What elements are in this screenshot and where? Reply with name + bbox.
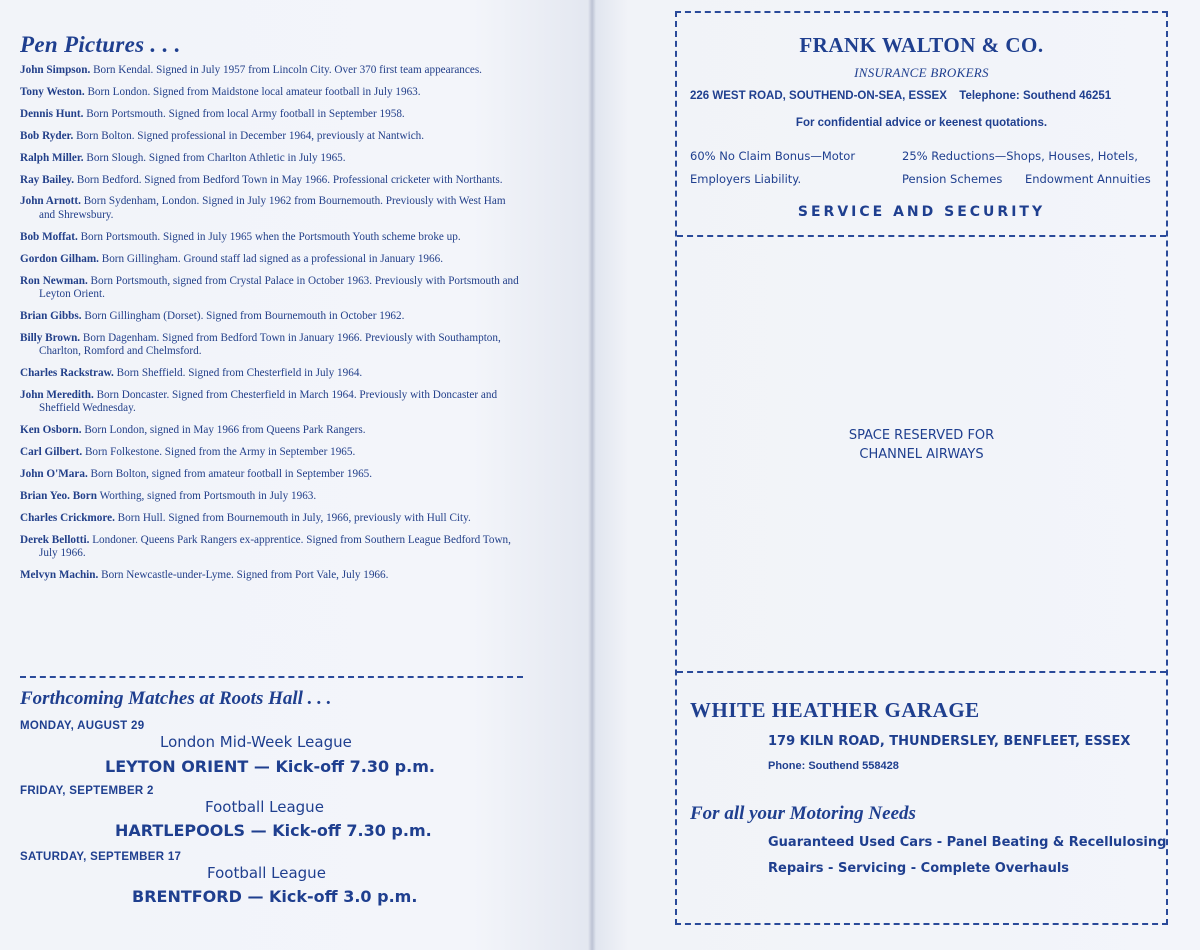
player-name: Dennis Hunt. — [20, 107, 84, 120]
walton-telephone: Telephone: Southend 46251 — [959, 90, 1112, 102]
player-bio: Born Folkestone. Signed from the Army in September 1965. — [82, 446, 356, 459]
player-name: Charles Crickmore. — [20, 511, 115, 524]
forthcoming-title: Forthcoming Matches at Roots Hall . . . — [20, 688, 332, 709]
reserved-line: CHANNEL AIRWAYS — [859, 447, 984, 462]
player-bio: Born Dagenham. Signed from Bedford Town in January 1966. Previously with Southampton, Charlton, Romford and Chelmsford. — [39, 331, 501, 358]
player-name: Bob Ryder. — [20, 129, 74, 142]
player-entry — [20, 64, 523, 77]
player-entry — [20, 108, 523, 121]
player-entry — [20, 253, 523, 266]
player-bio: Born Portsmouth, signed from Crystal Palace in October 1963. Previously with Portsmouth and Leyton Orient. — [39, 274, 519, 300]
walton-benefit: Endowment Annuities — [1025, 172, 1151, 186]
player-bio: Born Sydenham, London. Signed in July 1962 from Bournemouth. Previously with West Ham and Shrewsbury. — [39, 195, 506, 221]
pen-pictures-title: Pen Pictures . . . — [20, 32, 181, 57]
walton-benefit: 25% Reductions—Shops, Houses, Hotels, — [902, 149, 1138, 163]
player-name: John O'Mara. — [20, 468, 88, 481]
player-entry — [20, 174, 523, 187]
garage-address: 179 KILN ROAD, THUNDERSLEY, BENFLEET, ESSEX — [768, 734, 1131, 749]
match-fixture: HARTLEPOOLS — Kick-off 7.30 p.m. — [115, 821, 432, 840]
walton-slogan: SERVICE AND SECURITY — [797, 204, 1046, 220]
player-entry — [20, 367, 523, 380]
player-entry — [20, 424, 523, 437]
page-fold — [588, 0, 596, 950]
player-entry — [20, 130, 523, 143]
player-bio: Worthing, signed from Portsmouth in July 1963. — [96, 490, 317, 503]
player-bio: Born Portsmouth. Signed from local Army football in September 1958. — [83, 107, 405, 120]
player-name: Bob Moffat. — [20, 230, 78, 243]
walton-subtitle: INSURANCE BROKERS — [854, 65, 989, 80]
player-bio: Born Gillingham (Dorset). Signed from Bournemouth in October 1962. — [81, 309, 405, 322]
player-name: Derek Bellotti. — [20, 533, 90, 546]
walton-address: 226 WEST ROAD, SOUTHEND-ON-SEA, ESSEX — [690, 90, 947, 102]
walton-address-line — [690, 90, 1111, 102]
walton-advice: For confidential advice or keenest quotations. — [795, 117, 1048, 129]
player-entry — [20, 152, 523, 165]
divider-line — [20, 676, 523, 678]
garage-tagline: For all your Motoring Needs — [690, 803, 916, 824]
player-name: Brian Yeo. Born — [20, 490, 97, 503]
player-entry — [20, 446, 523, 459]
player-name: Billy Brown. — [20, 331, 81, 344]
player-entry — [20, 275, 523, 302]
player-name: Gordon Gilham. — [20, 252, 99, 265]
player-name: John Meredith. — [20, 389, 94, 401]
advert-divider — [677, 235, 1166, 237]
walton-benefit: Employers Liability. — [690, 172, 802, 186]
match-date: FRIDAY, SEPTEMBER 2 — [20, 785, 154, 797]
player-bio: Born Gillingham. Ground staff lad signed as a professional in January 1966. — [98, 252, 444, 265]
player-bio: Born London. Signed from Maidstone local amateur football in July 1963. — [84, 85, 421, 98]
match-date: MONDAY, AUGUST 29 — [20, 720, 145, 732]
player-name: Charles Rackstraw. — [20, 367, 114, 380]
player-bio: Born Doncaster. Signed from Chesterfield in March 1964. Previously with Doncaster and Sheffield Wednesday. — [39, 389, 498, 415]
player-name: Ray Bailey. — [20, 173, 75, 186]
player-name: John Arnott. — [20, 195, 81, 208]
player-bio: Born Hull. Signed from Bournemouth in July, 1966, previously with Hull City. — [114, 511, 471, 524]
walton-company-name: FRANK WALTON & CO. — [799, 33, 1044, 57]
player-name: Tony Weston. — [20, 85, 85, 98]
player-name: Ron Newman. — [20, 274, 88, 287]
player-name: Brian Gibbs. — [20, 309, 82, 322]
garage-name: WHITE HEATHER GARAGE — [690, 698, 980, 722]
garage-phone: Phone: Southend 558428 — [768, 760, 899, 772]
player-bio: Born Bolton. Signed professional in December 1964, previously at Nantwich. — [73, 129, 425, 142]
player-entry — [20, 195, 523, 222]
player-entry — [20, 512, 523, 525]
player-bio: Born Portsmouth. Signed in July 1965 when the Portsmouth Youth scheme broke up. — [77, 230, 461, 243]
garage-services: Repairs - Servicing - Complete Overhauls — [768, 861, 1070, 876]
player-entry — [20, 86, 523, 99]
match-fixture: LEYTON ORIENT — Kick-off 7.30 p.m. — [105, 757, 435, 776]
reserved-line: SPACE RESERVED FOR — [848, 428, 995, 443]
player-bio: Londoner. Queens Park Rangers ex-apprentice. Signed from Southern League Bedford Town, July 1966. — [39, 533, 511, 560]
advert-divider — [677, 671, 1166, 673]
players-list — [20, 64, 523, 591]
player-entry — [20, 569, 523, 582]
player-entry — [20, 310, 523, 323]
reserved-space-notice — [675, 426, 1168, 464]
player-bio: Born London, signed in May 1966 from Queens Park Rangers. — [81, 424, 366, 437]
player-bio: Born Newcastle-under-Lyme. Signed from Port Vale, July 1966. — [98, 569, 389, 582]
player-entry — [20, 332, 523, 359]
match-competition: London Mid-Week League — [160, 733, 352, 751]
walton-benefit: Pension Schemes — [902, 172, 1003, 186]
match-fixture: BRENTFORD — Kick-off 3.0 p.m. — [132, 887, 418, 906]
walton-benefit: 60% No Claim Bonus—Motor — [690, 149, 856, 163]
match-date: SATURDAY, SEPTEMBER 17 — [20, 851, 182, 863]
player-bio: Born Bedford. Signed from Bedford Town in May 1966. Professional cricketer with Northants. — [74, 173, 503, 186]
player-name: Melvyn Machin. — [20, 569, 99, 582]
player-entry — [20, 389, 523, 416]
player-entry — [20, 534, 523, 561]
match-competition: Football League — [205, 798, 324, 816]
player-entry — [20, 490, 523, 503]
player-name: John Simpson. — [20, 64, 91, 76]
match-competition: Football League — [207, 864, 326, 882]
player-bio: Born Sheffield. Signed from Chesterfield in July 1964. — [113, 367, 363, 380]
player-entry — [20, 231, 523, 244]
garage-services: Guaranteed Used Cars - Panel Beating & Recellulosing — [768, 835, 1167, 850]
player-name: Carl Gilbert. — [20, 446, 83, 459]
player-name: Ken Osborn. — [20, 424, 82, 437]
player-bio: Born Slough. Signed from Charlton Athletic in July 1965. — [83, 151, 346, 164]
player-entry — [20, 468, 523, 481]
player-bio: Born Kendal. Signed in July 1957 from Lincoln City. Over 370 first team appearances. — [90, 64, 482, 76]
player-name: Ralph Miller. — [20, 151, 84, 164]
player-bio: Born Bolton, signed from amateur football in September 1965. — [87, 468, 373, 481]
